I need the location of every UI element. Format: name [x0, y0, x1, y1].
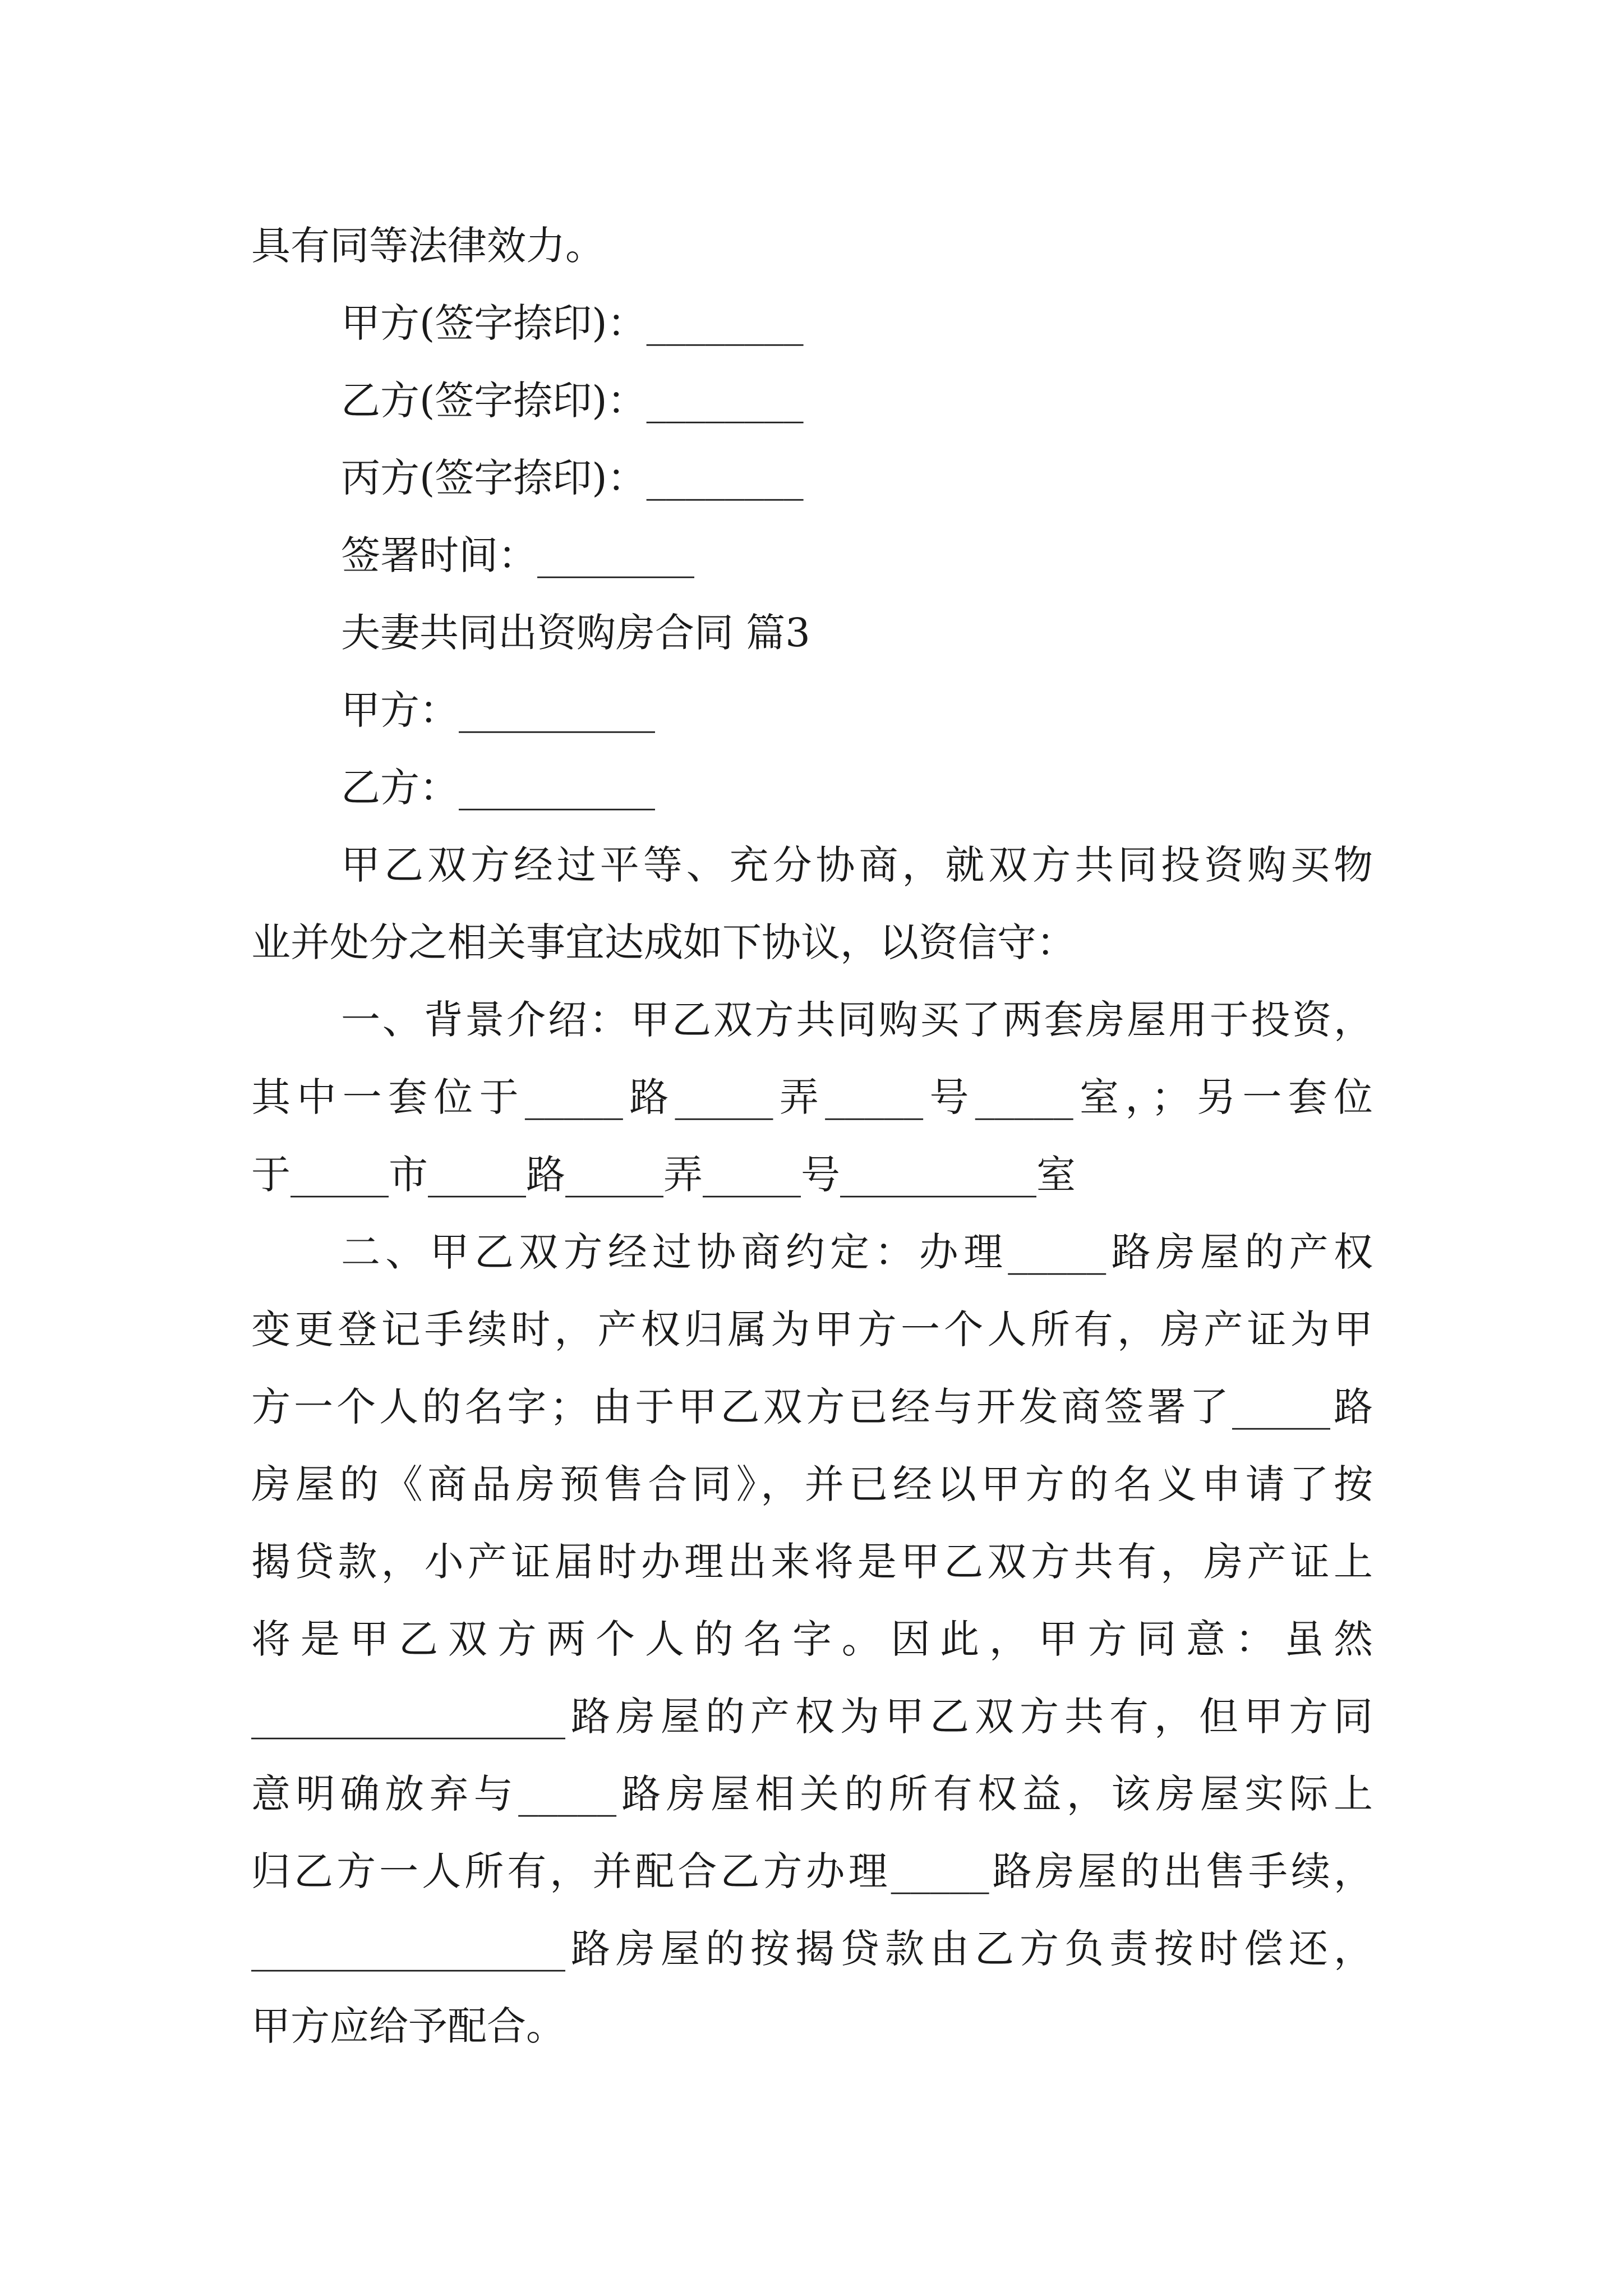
- signature-line-party-a: 甲方(签字捺印)：________: [341, 300, 804, 346]
- paragraph-line: 具有同等法律效力。: [251, 223, 605, 269]
- clause-two-heading-line: 二、甲乙双方经过协商约定：办理_____路房屋的产权: [341, 1229, 1373, 1275]
- paragraph-line: 于_____市_____路_____弄_____号__________室: [251, 1152, 1076, 1198]
- paragraph-line: 将是甲乙双方两个人的名字。因此，甲方同意：虽然: [251, 1616, 1373, 1662]
- signature-line-party-c: 丙方(签字捺印)：________: [341, 455, 804, 501]
- paragraph-line: 揭贷款，小产证届时办理出来将是甲乙双方共有，房产证上: [251, 1539, 1373, 1585]
- paragraph-line: ________________路房屋的产权为甲乙双方共有，但甲方同: [251, 1694, 1373, 1740]
- paragraph-line: 意明确放弃与_____路房屋相关的所有权益，该房屋实际上: [251, 1771, 1373, 1817]
- party-b-line: 乙方：__________: [341, 765, 655, 811]
- signature-line-party-b: 乙方(签字捺印)：________: [341, 378, 804, 424]
- paragraph-line: 方一个人的名字；由于甲乙双方已经与开发商签署了_____路: [251, 1384, 1373, 1430]
- clause-one-heading-line: 一、背景介绍：甲乙双方共同购买了两套房屋用于投资，: [341, 997, 1373, 1043]
- party-a-line: 甲方：__________: [341, 687, 655, 733]
- section-title: 夫妻共同出资购房合同 篇3: [341, 610, 810, 656]
- paragraph-line: 归乙方一人所有，并配合乙方办理_____路房屋的出售手续，: [251, 1848, 1373, 1894]
- signing-date-line: 签署时间：________: [341, 532, 694, 578]
- paragraph-line: 变更登记手续时，产权归属为甲方一个人所有，房产证为甲: [251, 1306, 1373, 1352]
- paragraph-line: 业并处分之相关事宜达成如下协议，以资信守：: [251, 919, 1076, 965]
- paragraph-line: 甲方应给予配合。: [251, 2003, 565, 2049]
- paragraph-line: ________________路房屋的按揭贷款由乙方负责按时偿还，: [251, 1926, 1373, 1972]
- paragraph-line: 甲乙双方经过平等、充分协商，就双方共同投资购买物: [341, 842, 1373, 888]
- paragraph-line: 房屋的《商品房预售合同》，并已经以甲方的名义申请了按: [251, 1461, 1373, 1507]
- paragraph-line: 其中一套位于_____路_____弄_____号_____室，；另一套位: [251, 1074, 1373, 1120]
